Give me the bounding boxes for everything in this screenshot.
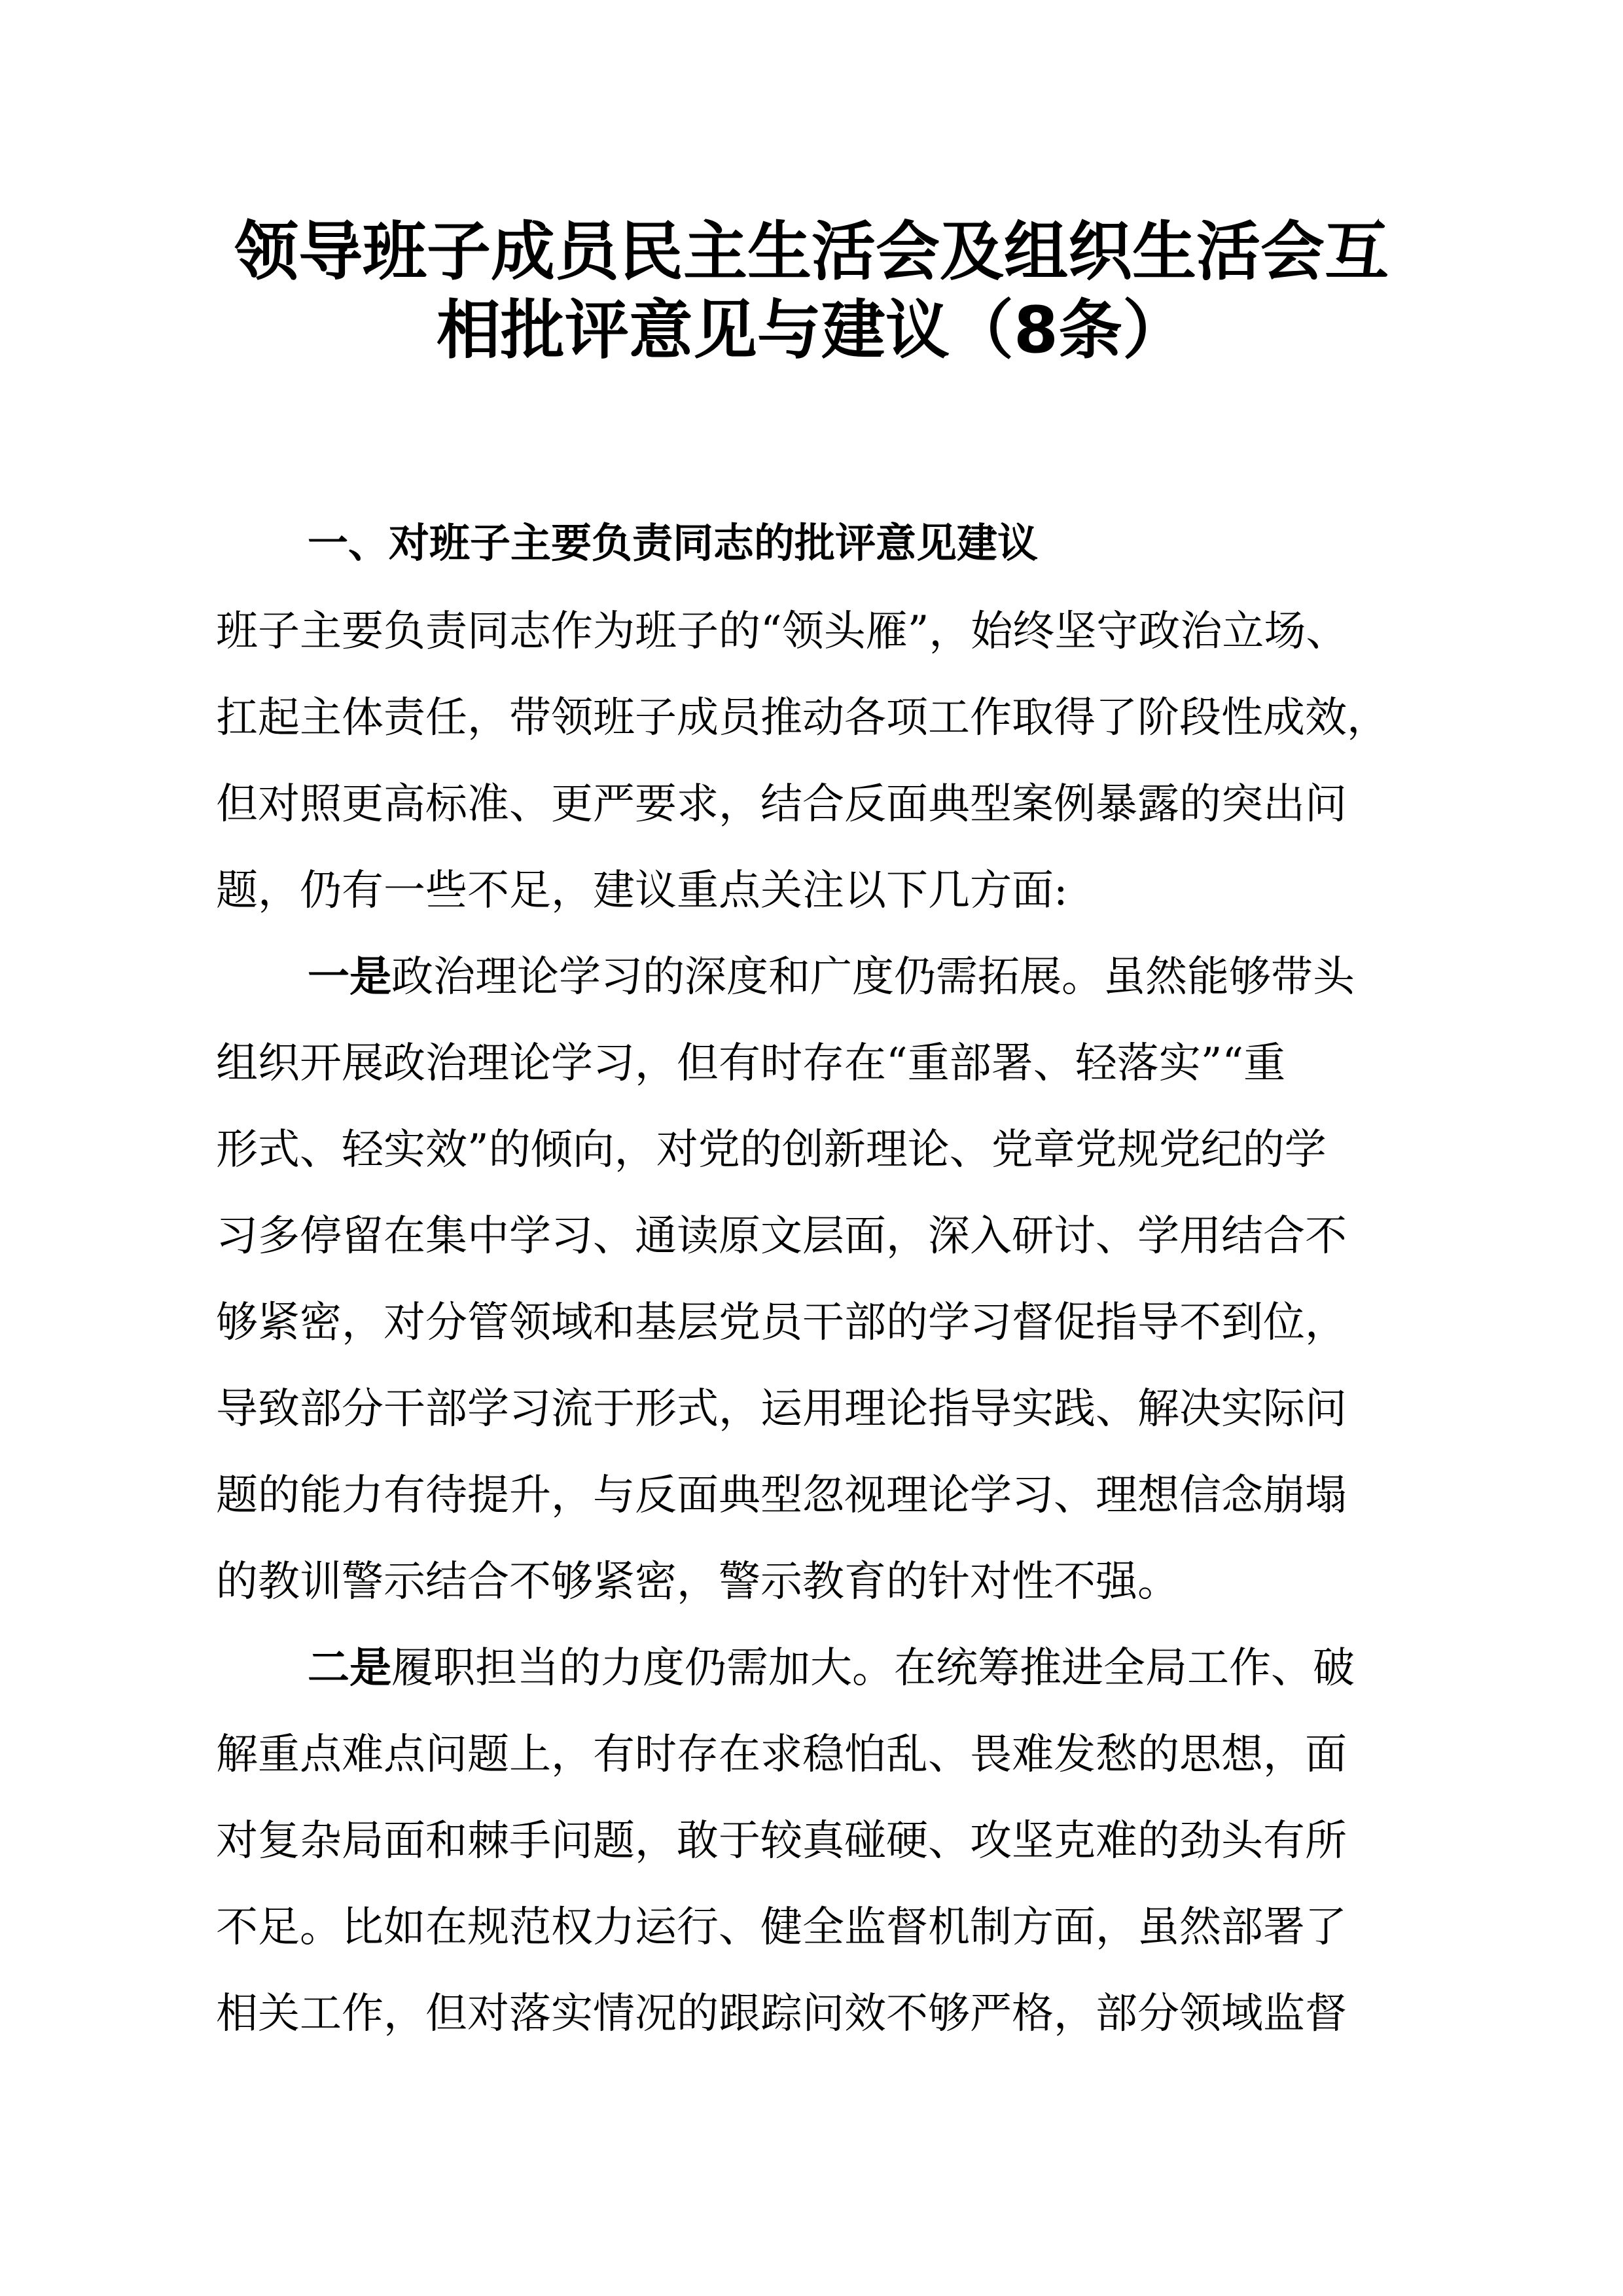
body-line: 形式、轻实效”的倾向，对党的创新理论、党章党规党纪的学 <box>216 1126 1327 1174</box>
body-line: 解重点难点问题上，有时存在求稳怕乱、畏难发愁的思想，面 <box>216 1731 1347 1779</box>
point-lead: 一是 <box>308 953 391 1001</box>
body-line: 班子主要负责同志作为班子的“领头雁”，始终坚守政治立场、 <box>216 607 1348 656</box>
document-title-line-2: 相批评意见与建议（8条） <box>436 293 1187 368</box>
body-line: 扛起主体责任，带领班子成员推动各项工作取得了阶段性成效， <box>216 694 1389 742</box>
point-text: 履职担当的力度仍需加大。在统筹推进全局工作、破 <box>391 1644 1355 1693</box>
point-text: 政治理论学习的深度和广度仍需拓展。虽然能够带头 <box>391 953 1355 1001</box>
section-heading: 一、对班子主要负责同志的批评意见建议 <box>308 519 1039 567</box>
point-1-first-line <box>308 938 1355 1016</box>
body-line: 题的能力有待提升，与反面典型忽视理论学习、理想信念崩塌 <box>216 1471 1347 1520</box>
point-2-first-line <box>308 1629 1355 1708</box>
body-line: 题，仍有一些不足，建议重点关注以下几方面: <box>216 867 1068 915</box>
body-line: 导致部分干部学习流于形式，运用理论指导实践、解决实际问 <box>216 1385 1347 1433</box>
body-line: 不足。比如在规范权力运行、健全监督机制方面，虽然部署了 <box>216 1903 1347 1952</box>
body-line: 够紧密，对分管领域和基层党员干部的学习督促指导不到位， <box>216 1299 1347 1347</box>
point-lead: 二是 <box>308 1644 391 1693</box>
body-line: 习多停留在集中学习、通读原文层面，深入研讨、学用结合不 <box>216 1212 1347 1261</box>
body-line: 相关工作，但对落实情况的跟踪问效不够严格，部分领域监督 <box>216 1990 1347 2038</box>
body-line: 的教训警示结合不够紧密，警示教育的针对性不强。 <box>216 1558 1179 1606</box>
body-line: 对复杂局面和棘手问题，敢于较真碰硬、攻坚克难的劲头有所 <box>216 1817 1347 1865</box>
document-title-line-1: 领导班子成员民主生活会及组织生活会互 <box>234 215 1389 289</box>
body-line: 组织开展政治理论学习，但有时存在“重部署、轻落实”“重 <box>216 1039 1286 1088</box>
body-line: 但对照更高标准、更严要求，结合反面典型案例暴露的突出问 <box>216 780 1347 829</box>
